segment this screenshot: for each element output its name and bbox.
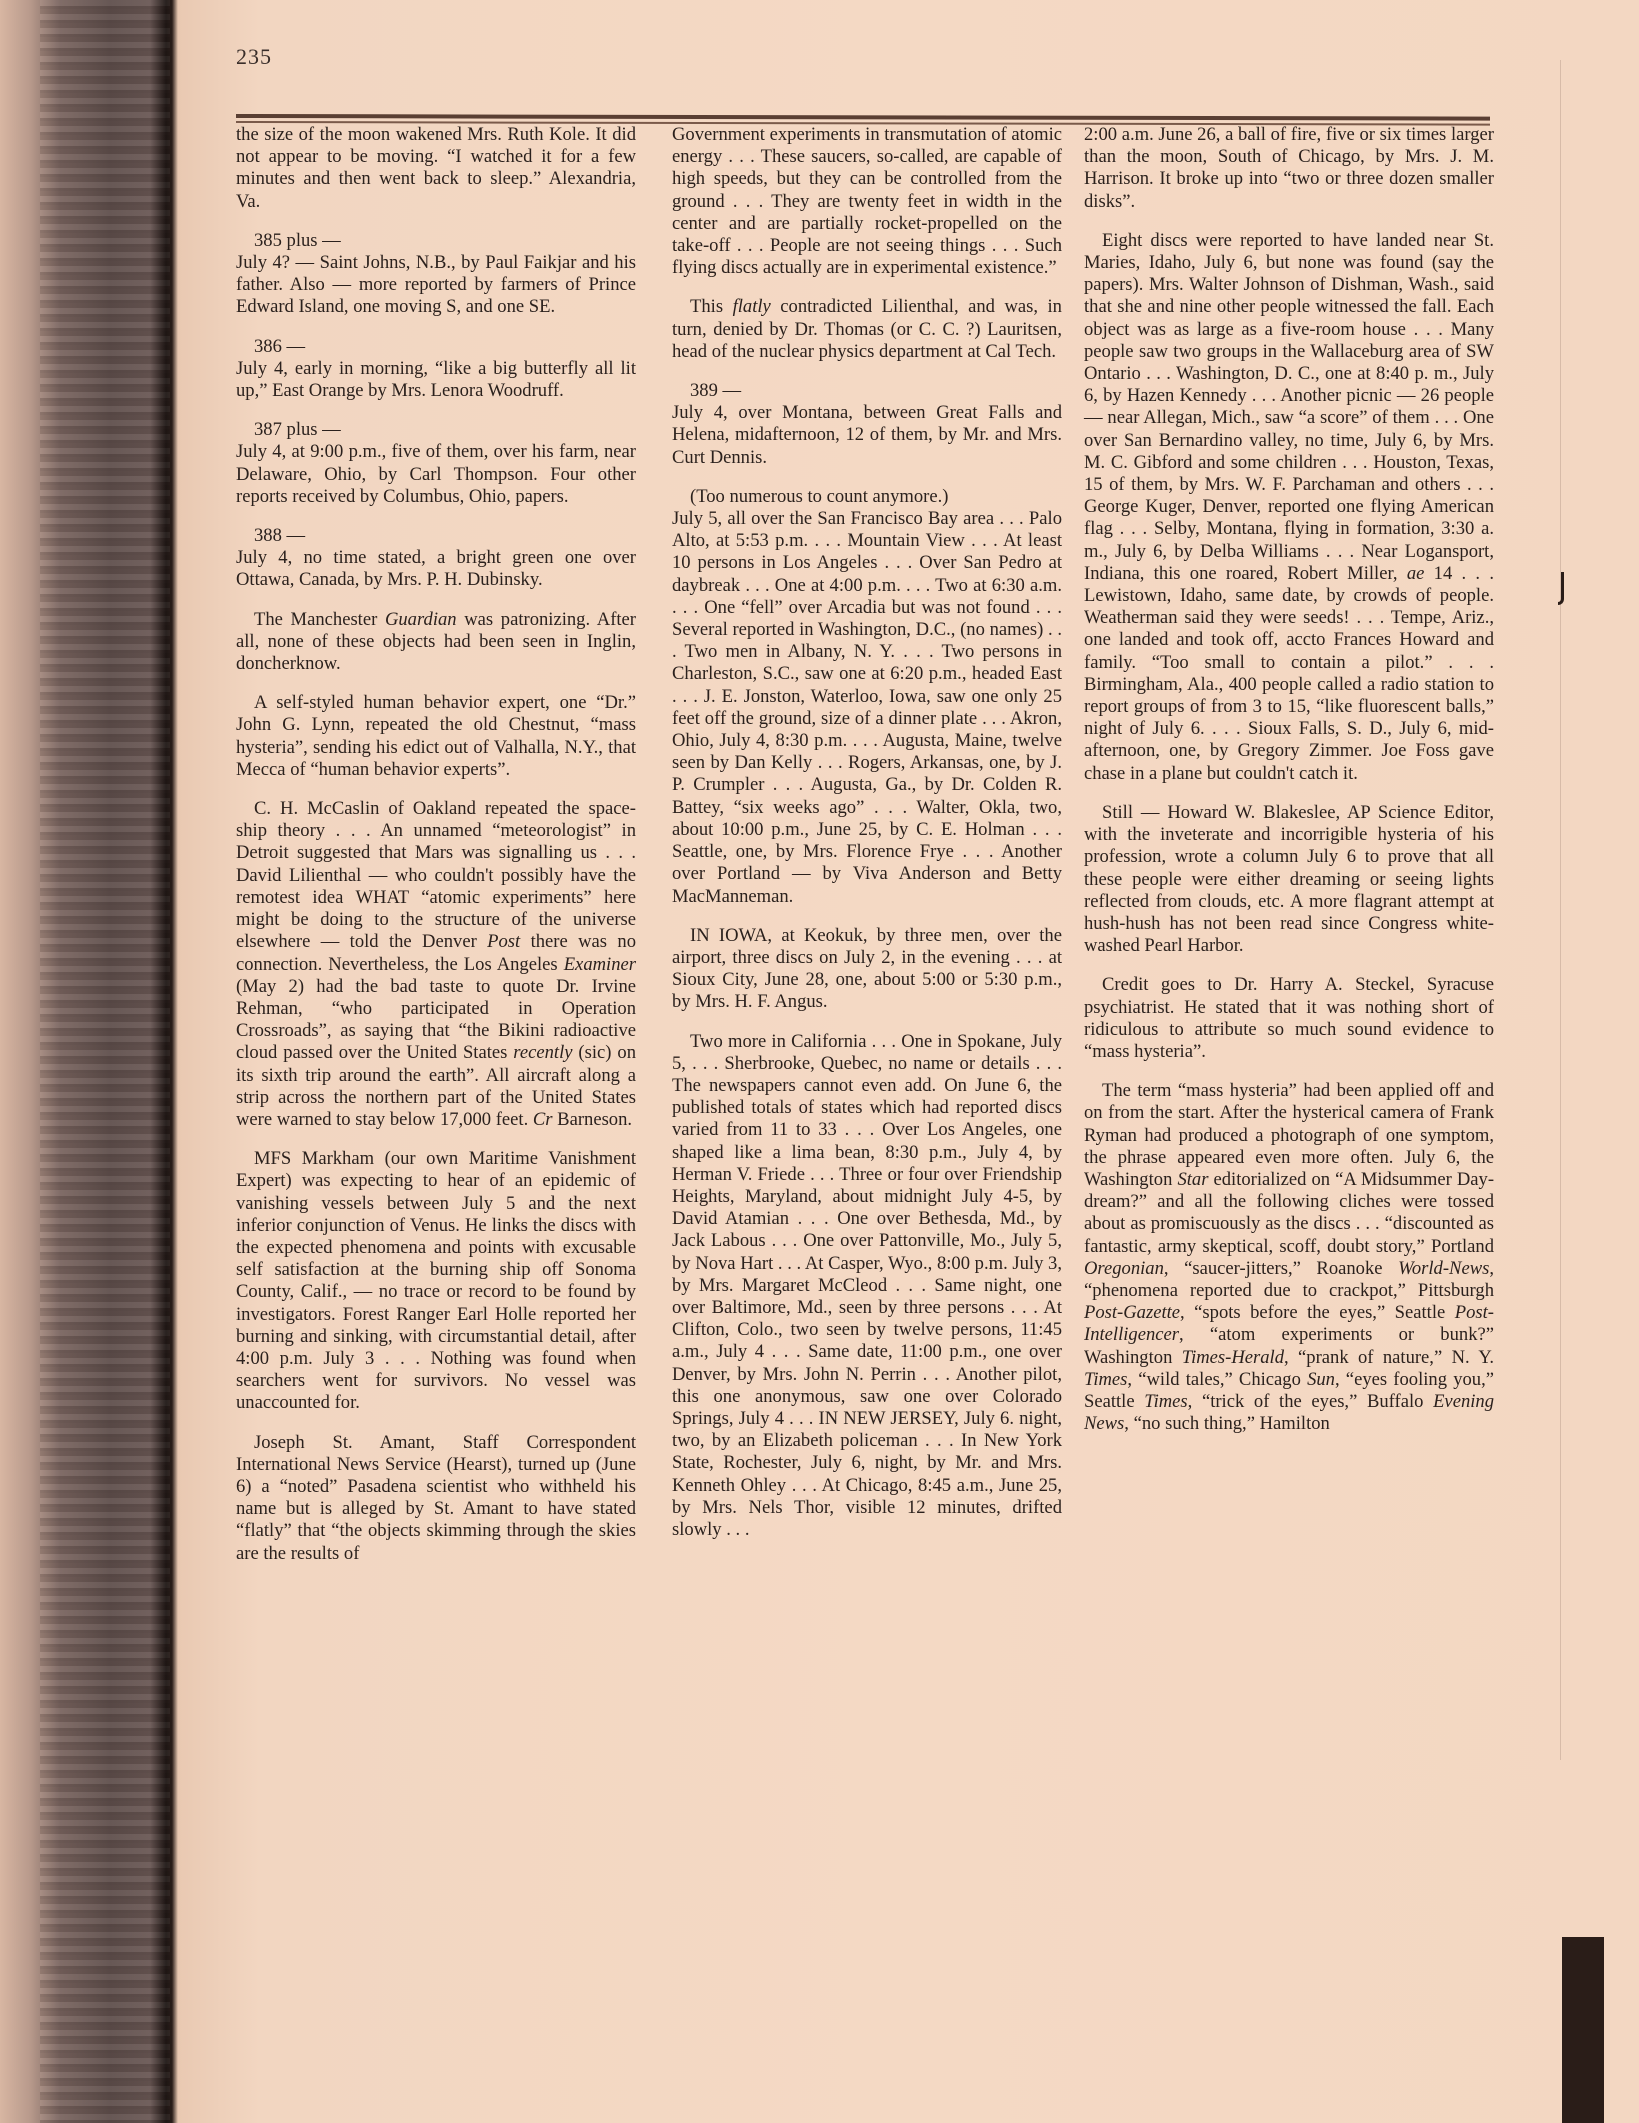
italic-text: Post [487, 931, 521, 953]
paragraph [236, 547, 636, 591]
paragraph [1084, 1080, 1494, 1435]
paragraph [236, 124, 636, 213]
italic-text: Post-Gazette [1084, 1302, 1181, 1324]
paragraph [1084, 974, 1494, 1063]
paragraph [236, 252, 636, 319]
text-run: , “spots before the eyes,” Seattle [1180, 1302, 1455, 1324]
entry-heading [236, 419, 636, 441]
italic-text: Oregonian [1084, 1257, 1164, 1279]
text-run: there was no connection. Nevertheless, the Los Angeles [236, 931, 636, 975]
text-column-3 [1084, 124, 1494, 1452]
paragraph [1084, 230, 1494, 785]
italic-text: Guardian [384, 608, 457, 630]
text-run: 387 plus — [254, 419, 341, 441]
text-run: , “phenomena reported due to crackpot,” Pittsburgh [1084, 1257, 1494, 1301]
text-run: Government experiments in transmutation of atomic energy . . . These saucers, so-called, are capable of high speeds, but they can be controlled from the ground . . . They are twenty feet in width in the center and are partially rocket-propelled on the take-off . . . People are not seeing things . . . Such flying discs actually are in experimental existence.” [672, 124, 1062, 279]
paragraph [672, 402, 1062, 469]
text-run: IN IOWA, at Keokuk, by three men, over the airport, three discs on July 2, in the evening . . . at Sioux City, June 28, one, about 5:00 or 5:30 p.m., by Mrs. H. F. Angus. [672, 924, 1062, 1013]
paragraph [236, 798, 636, 1131]
italic-text: Post-Intelligencer [1084, 1302, 1494, 1346]
text-run: Barneson. [552, 1108, 633, 1130]
text-run: was patronizing. After all, none of these objects had been seen in Inglin, doncherknow. [236, 608, 636, 675]
text-run: editorialized on “A Midsummer Daydream?” and all the following cliches were tossed about as promiscuously as the discs . . . “discounted as fantastic, army skeptical, scoff, doubt story,” Portland [1084, 1168, 1495, 1257]
italic-text: flatly [732, 296, 771, 318]
text-run: This [690, 296, 733, 318]
paragraph [672, 1031, 1062, 1542]
text-run: , “eyes fooling you,” Seattle [1084, 1368, 1494, 1412]
page-number: 235 [236, 44, 272, 69]
italic-text: Cr [532, 1108, 553, 1130]
text-run: 385 plus — [254, 229, 341, 251]
italic-text: ae [1406, 562, 1425, 584]
italic-text: Evening News [1084, 1390, 1494, 1435]
page-margin-line [1560, 60, 1561, 1760]
text-run: July 4? — Saint Johns, N.B., by Paul Faikjar and his father. Also — more reported by farmers of Prince Edward Island, one moving S, and one SE. [236, 252, 636, 318]
paragraph [236, 609, 636, 676]
text-run: C. H. McCaslin of Oakland repeated the space-ship theory . . . An unnamed “meteorologist” in Detroit suggested that Mars was signalling us . . . David Lilienthal — who couldn't possibly have the remotest idea WHAT “atomic experiments” here might be doing to the structure of the universe elsewhere — told the Denver [236, 798, 636, 953]
text-run: , “trick of the eyes,” Buffalo [1187, 1390, 1434, 1412]
entry-heading [236, 230, 636, 252]
italic-text: Times-Herald [1181, 1346, 1285, 1368]
text-run: The term “mass hysteria” had been applied off and on from the start. After the hysterical camera of Frank Ryman had produced a photograph of one symptom, the phrase appeared even more often. July 6, the Washington [1084, 1080, 1494, 1190]
text-run: , “no such thing,” Hamilton [1124, 1413, 1330, 1435]
paragraph [236, 1432, 636, 1565]
italic-text: Star [1177, 1168, 1209, 1190]
text-run: July 4, early in morning, “like a big butterfly all lit up,” East Orange by Mrs. Lenora Woodruff. [236, 357, 636, 402]
text-run: July 4, no time stated, a bright green one over Ottawa, Canada, by Mrs. P. H. Dubinsky. [236, 547, 636, 591]
paragraph [236, 441, 636, 508]
text-run: 389 — [690, 380, 742, 402]
text-run: Eight discs were reported to have landed near St. Maries, Idaho, July 6, but none was found (say the papers). Mrs. Walter Johnson of Dishman, Wash., said that she and nine other people witnessed the fall. Each object was as large as a five-room house . . . Many people saw two groups in the Wallaceburg area of SW Ontario . . . Washington, D. C., one at 8:40 p. m., July 6, by Hazen Kennedy . . . Another picnic — 26 people — near Allegan, Mich., saw “a score” of them . . . One over San Bernardino valley, no time, July 6, by Mrs. M. C. Gibford and some children . . . Houston, Texas, 15 of them, by Mrs. W. F. Parchaman and others . . . George Kuger, Denver, reported one flying American flag . . . Selby, Montana, flying in formation, 3:30 a. m., July 6, by Delba Williams . . . Near Logansport, Indiana, this one roared, Robert Miller, [1084, 229, 1494, 584]
paragraph [672, 925, 1062, 1014]
text-column-2 [672, 124, 1062, 1558]
scan-artifact-mark [1558, 572, 1564, 605]
entry-heading [236, 525, 636, 547]
paragraph [236, 358, 636, 402]
italic-text: Examiner [563, 953, 636, 975]
text-run: Credit goes to Dr. Harry A. Steckel, Syracuse psychiatrist. He stated that it was nothing short of ridiculous to attribute so much sound evidence to “mass hysteria”. [1084, 974, 1494, 1062]
italic-text: recently [513, 1042, 573, 1064]
text-run: 2:00 a.m. June 26, a ball of fire, five or six times larger than the moon, South of Chicago, by Mrs. J. M. Harrison. It broke up into “two or three dozen smaller disks”. [1084, 124, 1494, 212]
paragraph [672, 124, 1062, 279]
scanned-binding-edge [40, 0, 170, 2123]
italic-text: Sun [1307, 1368, 1335, 1390]
text-run: July 5, all over the San Francisco Bay area . . . Palo Alto, at 5:53 p.m. . . . Mountain View . . . At least 10 persons in Los Angeles . . . Over San Pedro at daybreak . . . One at 4:00 p.m. . . . Two at 6:30 a.m. . . . One “fell” over Arcadia but was not found . . . Several reported in Washington, D.C., (no names) . . . Two men in Albany, N. Y. . . . Two persons in Charleston, S.C., saw one at 6:20 p.m., headed East . . . J. E. Jonston, Waterloo, Iowa, saw one only 25 feet off the ground, size of a dinner plate . . . Akron, Ohio, July 4, 8:30 p.m. . . . Augusta, Maine, twelve seen by Dan Kelly . . . Rogers, Arkansas, one, by J. P. Crumpler . . . Augusta, Ga., by Dr. Colden R. Battey, “six weeks ago” . . . Walter, Okla, two, about 10:00 p.m., June 25, by C. E. Holman . . . Seattle, one, by Mrs. Florence Frye . . . Another over Portland — by Viva Anderson and Betty MacManneman. [672, 508, 1062, 907]
text-run: , “atom experiments or bunk?” Washington [1084, 1324, 1494, 1368]
italic-text: Times [1084, 1368, 1128, 1390]
text-run: Joseph St. Amant, Staff Correspondent International News Service (Hearst), turned up (June 6) a “noted” Pasadena scientist who withheld his name but is alleged by St. Amant to have stated “flatly” that “the objects skimming through the skies are the results of [236, 1431, 636, 1564]
scan-artifact-block [1562, 1937, 1604, 2123]
text-run: (May 2) had the bad taste to quote Dr. Irvine Rehman, “who participated in Operation Crossroads”, as saying that “the Bikini radioactive cloud passed over the United States [236, 975, 636, 1064]
text-run: 388 — [254, 525, 306, 547]
text-run: (sic) on its sixth trip around the earth”. All aircraft along a strip across the northern part of the United States were warned to stay below 17,000 feet. [236, 1042, 636, 1130]
text-run: The Manchester [254, 608, 385, 630]
text-column-1 [236, 124, 636, 1582]
text-run: July 4, over Montana, between Great Falls and Helena, midafternoon, 12 of them, by Mr. and Mrs. Curt Dennis. [672, 402, 1062, 468]
paragraph [236, 692, 636, 781]
text-run: , “prank of nature,” N. Y. [1284, 1346, 1495, 1368]
text-run: MFS Markham (our own Maritime Vanishment Expert) was expecting to hear of an epidemic of vanishing vessels between July 5 and the next inferior conjunction of Venus. He links the discs with the expected phenomena and points with excusable self satisfaction at the burning ship off Sonoma County, Calif., — no trace or record to be found by investigators. Forest Ranger Earl Holle reported her burning and sinking, with circumstantial detail, after 4:00 p.m. July 3 . . . Nothing was found when searchers went for survivors. No vessel was unaccounted for. [236, 1148, 636, 1414]
text-run: Still — Howard W. Blakeslee, AP Science Editor, with the inveterate and incorrigible hysteria of his profession, wrote a column July 6 to prove that all these people were either dreaming or seeing lights reflected from clouds, etc. A more flagrant attempt at hush-hush has not been read since Congress whitewashed Pearl Harbor. [1084, 801, 1494, 957]
entry-heading [672, 380, 1062, 402]
text-run: 14 . . . Lewistown, Idaho, same date, by crowds of people. Weatherman said they were seeds! . . . Tempe, Ariz., one landed and took off, accto Frances Howard and family. “Too small to contain a pilot.” . . . Birmingham, Ala., 400 people called a radio station to report groups of from 3 to 15, “like fluorescent balls,” night of July 6. . . . Sioux Falls, S. D., July 6, mid-afternoon, one, by Gregory Zimmer. Joe Foss gave chase in a plane but couldn't catch it. [1084, 562, 1494, 784]
text-run: July 4, at 9:00 p.m., five of them, over his farm, near Delaware, Ohio, by Carl Thompson. Four other reports received by Columbus, Ohio, papers. [236, 441, 636, 507]
paragraph [236, 1148, 636, 1414]
entry-heading [236, 336, 636, 358]
text-run: the size of the moon wakened Mrs. Ruth Kole. It did not appear to be moving. “I watched it for a few minutes and then went back to sleep.” Alexandria, Va. [236, 124, 636, 212]
text-run: A self-styled human behavior expert, one “Dr.” John G. Lynn, repeated the old Chestnut, “mass hysteria”, sending his edict out of Valhalla, N.Y., that Mecca of “human behavior experts”. [236, 692, 636, 780]
italic-text: Times [1144, 1390, 1188, 1412]
text-run: contradicted Lilienthal, and was, in turn, denied by Dr. Thomas (or C. C. ?) Lauritsen, head of the nuclear physics department at Cal Tech. [672, 296, 1062, 362]
entry-heading [672, 486, 1062, 508]
text-run: (Too numerous to count anymore.) [690, 485, 949, 507]
text-run: , “wild tales,” Chicago [1127, 1368, 1308, 1390]
paragraph [1084, 124, 1494, 213]
italic-text: World-News [1398, 1257, 1490, 1279]
paragraph [1084, 802, 1494, 957]
header-rule-thick [236, 114, 1490, 121]
paragraph [672, 508, 1062, 908]
text-run: 386 — [254, 335, 306, 357]
text-run: Two more in California . . . One in Spokane, July 5, . . . Sherbrooke, Quebec, no name or details . . . The newspapers cannot even add. On June 6, the published totals of states which had reported discs varied from 11 to 33 . . . Over Los Angeles, one shaped like a lima bean, 8:30 p.m., July 4, by Herman V. Friede . . . Three or four over Friendship Heights, Maryland, about midnight July 4-5, by David Atamian . . . One over Bethesda, Md., by Jack Labous . . . One over Pattonville, Mo., July 5, by Nova Hart . . . At Casper, Wyo., 8:00 p.m. July 3, by Mrs. Margaret McCleod . . . Same night, one over Baltimore, Md., seen by three persons . . . At Clifton, Colo., two seen by twelve persons, 11:45 a.m., July 4 . . . Same date, 11:00 p.m., one over Denver, by Mrs. John N. Perrin . . . Another pilot, this one anonymous, saw one over Colorado Springs, July 4 . . . IN NEW JERSEY, July 6. night, two, by an Elizabeth policeman . . . In New York State, Rochester, July 6, night, by Mr. and Mrs. Kenneth Ohley . . . At Chicago, 8:45 a.m., June 25, by Mrs. Nels Thor, visible 12 minutes, drifted slowly . . . [672, 1030, 1062, 1540]
paragraph [672, 296, 1062, 363]
text-run: , “saucer-jitters,” Roanoke [1163, 1257, 1399, 1279]
